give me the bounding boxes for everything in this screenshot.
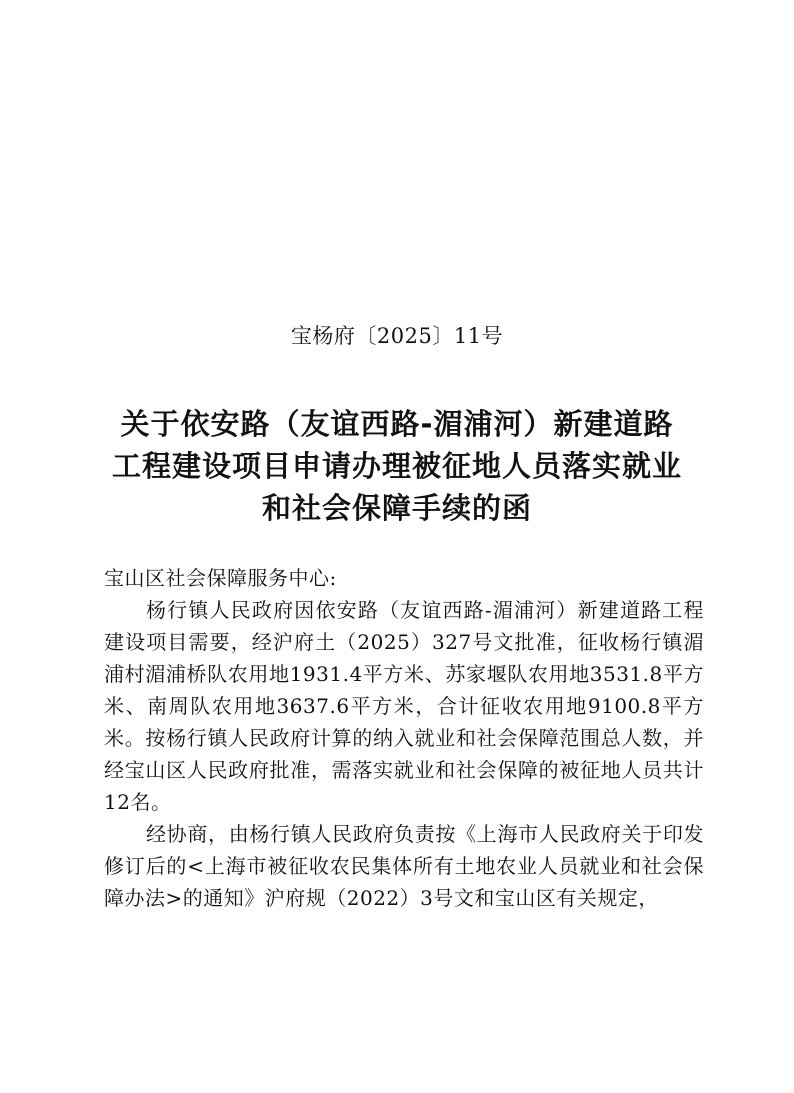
document-body bbox=[104, 562, 704, 914]
title-line-1: 关于依安路（友谊西路-湄浦河）新建道路 bbox=[120, 407, 674, 441]
title-line-3: 和社会保障手续的函 bbox=[261, 491, 532, 525]
title-line-2: 工程建设项目申请办理被征地人员落实就业 bbox=[111, 449, 682, 483]
paragraph-1: 杨行镇人民政府因依安路（友谊西路-湄浦河）新建道路工程建设项目需要，经沪府土（2025）327号文批准，征收杨行镇湄浦村湄浦桥队农用地1931.4平方米、苏家堰队农用地3531.8平方米、南周队农用地3637.6平方米，合计征收农用地9100.8平方米。按杨行镇人民政府计算的纳入就业和社会保障范围总人数，并经宝山区人民政府批准，需落实就业和社会保障的被征地人员共计12名。 bbox=[104, 598, 704, 814]
paragraph-2: 经协商，由杨行镇人民政府负责按《上海市人民政府关于印发修订后的<上海市被征收农民集体所有土地农业人员就业和社会保障办法>的通知》沪府规（2022）3号文和宝山区有关规定， bbox=[104, 822, 704, 910]
document-title bbox=[90, 403, 704, 529]
document-number: 宝杨府〔2025〕11号 bbox=[290, 324, 504, 348]
salutation: 宝山区社会保障服务中心: bbox=[104, 566, 337, 590]
